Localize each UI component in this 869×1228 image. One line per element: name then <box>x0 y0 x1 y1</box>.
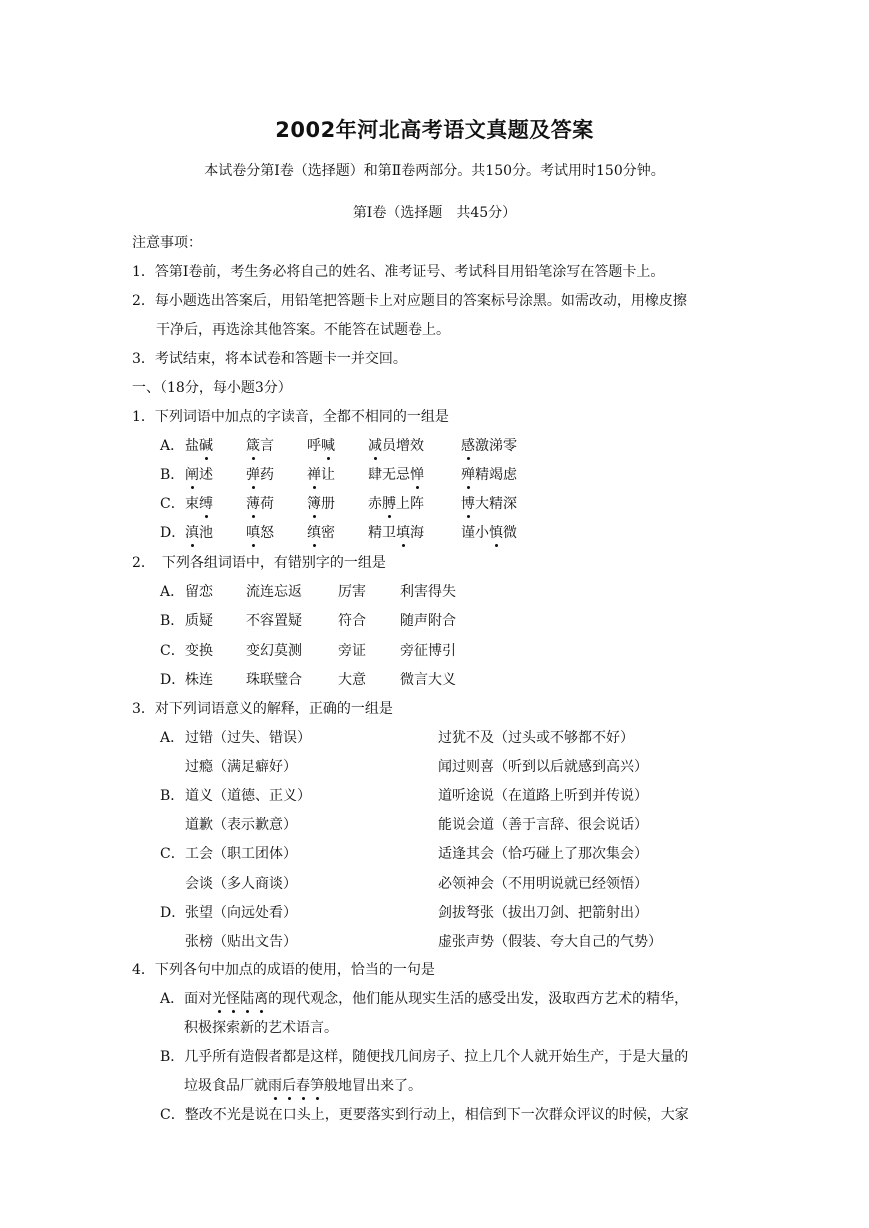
dotted-character: 禅 <box>307 467 321 483</box>
option-label: B． <box>160 788 185 805</box>
question-4-option-b-continued <box>184 1076 422 1096</box>
dotted-character: 雨 <box>268 1078 282 1094</box>
notes-heading: 注意事项： <box>132 235 202 251</box>
definition-right: 虚张声势（假装、夸大自己的气势） <box>438 933 662 950</box>
option-word <box>185 523 213 543</box>
character: 员 <box>382 438 396 454</box>
note-1: 1．答第Ⅰ卷前，考生务必将自己的姓名、准考证号、考试科目用铅笔涂写在答题卡上。 <box>132 264 665 280</box>
definition-right: 道听途说（在道路上听到并传说） <box>438 788 648 805</box>
dotted-character: 填 <box>396 525 410 541</box>
option-label: D． <box>160 904 186 921</box>
word-text <box>307 525 335 541</box>
character: 束 <box>185 496 199 512</box>
option-word <box>246 436 274 456</box>
option-word: 珠联璧合 <box>246 671 302 688</box>
option-label: A． <box>160 730 185 746</box>
option-a-suffix: 的现代观念，他们能从现实生活的感受出发，汲取西方艺术的精华， <box>268 991 689 1007</box>
character: 述 <box>199 467 213 483</box>
dotted-character: 膊 <box>382 496 396 512</box>
character: 让 <box>321 467 335 483</box>
character: 密 <box>321 525 335 541</box>
dotted-character: 离 <box>254 991 269 1007</box>
dotted-character: 博 <box>461 496 475 512</box>
word-text <box>368 438 424 454</box>
character: 效 <box>410 438 424 454</box>
dotted-character: 感 <box>461 438 475 454</box>
character: 精 <box>368 525 382 541</box>
option-word: 符合 <box>338 613 366 630</box>
word-text <box>368 467 424 483</box>
idiom-text <box>268 1078 324 1094</box>
option-word: 留恋 <box>185 584 213 600</box>
dotted-character: 薄 <box>246 496 260 512</box>
character: 上 <box>396 496 410 512</box>
dotted-character: 殚 <box>461 467 475 483</box>
option-label: B． <box>160 613 185 630</box>
option-word <box>185 436 213 456</box>
option-label: D． <box>160 671 186 688</box>
definition-right: 必领神会（不用明说就已经领悟） <box>438 875 648 892</box>
question-2-stem: 2． 下列各组词语中，有错别字的一组是 <box>132 555 386 571</box>
word-text <box>368 525 424 541</box>
option-word <box>461 523 517 543</box>
dotted-idiom-a <box>212 991 268 1007</box>
character: 无 <box>382 467 396 483</box>
option-word <box>246 465 274 485</box>
definition-left: 道义（道德、正义） <box>185 788 311 805</box>
dotted-character: 陆 <box>240 991 255 1007</box>
word-text <box>461 496 517 512</box>
character: 言 <box>260 438 274 454</box>
option-word: 随声附合 <box>400 613 456 630</box>
word-text <box>246 496 274 512</box>
dotted-character: 后 <box>282 1078 296 1094</box>
character: 竭 <box>489 467 503 483</box>
character: 阵 <box>410 496 424 512</box>
option-word: 旁证 <box>338 642 366 659</box>
option-word <box>368 436 424 456</box>
dotted-character: 减 <box>368 438 382 454</box>
word-text <box>461 525 517 541</box>
dotted-character: 春 <box>296 1078 310 1094</box>
option-word: 变换 <box>185 642 213 659</box>
definition-right: 剑拔弩张（拔出刀剑、把箭射出） <box>438 904 648 921</box>
character: 谨 <box>461 525 475 541</box>
character: 赤 <box>368 496 382 512</box>
dotted-character: 怪 <box>226 991 241 1007</box>
option-word <box>185 494 213 514</box>
option-b-suffix: 般地冒出来了。 <box>324 1078 422 1094</box>
page-title: 2002年河北高考语文真题及答案 <box>275 118 594 142</box>
character: 激 <box>475 438 489 454</box>
dotted-character: 缚 <box>199 496 213 512</box>
option-word <box>246 523 274 543</box>
character: 肆 <box>368 467 382 483</box>
word-text <box>461 438 517 454</box>
word-text <box>246 438 274 454</box>
option-a-prefix: A．面对 <box>160 991 213 1007</box>
word-text <box>307 467 335 483</box>
word-text <box>461 467 517 483</box>
word-text <box>185 467 213 483</box>
definition-right: 过犹不及（过头或不够都不好） <box>438 730 634 746</box>
option-word <box>368 523 424 543</box>
option-word <box>307 436 335 456</box>
dotted-character: 滇 <box>185 525 199 541</box>
note-3: 3．考试结束，将本试卷和答题卡一并交回。 <box>132 351 407 367</box>
option-word: 质疑 <box>185 613 213 630</box>
option-word: 利害得失 <box>400 584 456 600</box>
option-word <box>461 494 517 514</box>
word-text <box>185 438 213 454</box>
character: 荷 <box>260 496 274 512</box>
question-4-option-a <box>160 989 688 1009</box>
definition-right: 闻过则喜（听到以后就感到高兴） <box>438 759 648 776</box>
question-4-stem: 4．下列各句中加点的成语的使用，恰当的一句是 <box>132 962 435 978</box>
question-4-option-a-continued: 积极探索新的艺术语言。 <box>184 1020 338 1036</box>
option-label: A． <box>160 584 185 600</box>
definition-left: 道歉（表示歉意） <box>185 817 297 834</box>
character: 精 <box>475 467 489 483</box>
section-1-heading: 一、（18分，每小题3分） <box>132 380 292 396</box>
word-text <box>185 496 213 512</box>
option-word: 旁征博引 <box>400 642 456 659</box>
word-text <box>185 525 213 541</box>
character: 海 <box>410 525 424 541</box>
option-word: 株连 <box>185 671 213 688</box>
dotted-character: 笋 <box>310 1078 324 1094</box>
character: 药 <box>260 467 274 483</box>
character: 池 <box>199 525 213 541</box>
note-2-continued: 干净后，再选涂其他答案。不能答在试题卷上。 <box>156 322 450 338</box>
idiom-text <box>212 991 268 1007</box>
character: 大 <box>475 496 489 512</box>
part1-heading: 第Ⅰ卷（选择题 共45分） <box>352 205 517 221</box>
character: 盐 <box>185 438 199 454</box>
word-text <box>246 525 274 541</box>
option-word: 厉害 <box>338 584 366 600</box>
character: 增 <box>396 438 410 454</box>
character: 卫 <box>382 525 396 541</box>
definition-left: 工会（职工团体） <box>185 846 297 863</box>
character: 深 <box>503 496 517 512</box>
option-label: C． <box>160 496 185 512</box>
option-word <box>307 523 335 543</box>
dotted-character: 箴 <box>246 438 260 454</box>
character: 虑 <box>503 467 517 483</box>
option-b-prefix: 垃圾食品厂就 <box>184 1078 268 1094</box>
question-1-stem: 1．下列词语中加点的字读音，全都不相同的一组是 <box>132 409 449 425</box>
character: 微 <box>503 525 517 541</box>
option-word <box>461 436 517 456</box>
dotted-character: 缜 <box>307 525 321 541</box>
character: 册 <box>321 496 335 512</box>
definition-left: 张望（向远处看） <box>185 904 297 921</box>
character: 呼 <box>307 438 321 454</box>
dotted-character: 惮 <box>410 467 424 483</box>
word-text <box>307 496 335 512</box>
dotted-character: 慎 <box>489 525 503 541</box>
option-word <box>246 494 274 514</box>
definition-right: 能说会道（善于言辞、很会说话） <box>438 817 648 834</box>
character: 忌 <box>396 467 410 483</box>
character: 精 <box>489 496 503 512</box>
option-word: 变幻莫测 <box>246 642 302 659</box>
option-word: 不容置疑 <box>246 613 302 630</box>
word-text <box>246 467 274 483</box>
dotted-character: 光 <box>212 991 227 1007</box>
exam-intro: 本试卷分第Ⅰ卷（选择题）和第Ⅱ卷两部分。共150分。考试用时150分钟。 <box>204 163 665 179</box>
dotted-character: 阐 <box>185 467 199 483</box>
character: 怒 <box>260 525 274 541</box>
option-word <box>461 465 517 485</box>
definition-left: 过错（过失、错误） <box>185 730 311 746</box>
option-label: A． <box>160 438 185 454</box>
option-word <box>185 465 213 485</box>
dotted-character: 簿 <box>307 496 321 512</box>
definition-left: 张榜（贴出文告） <box>185 933 297 950</box>
option-label: D． <box>160 525 186 541</box>
dotted-character: 碱 <box>199 438 213 454</box>
definition-left: 过瘾（满足癖好） <box>185 759 297 776</box>
option-word: 流连忘返 <box>246 584 302 600</box>
note-2: 2．每小题选出答案后，用铅笔把答题卡上对应题目的答案标号涂黑。如需改动，用橡皮擦 <box>132 293 687 309</box>
option-label: C． <box>160 846 185 863</box>
option-word <box>368 465 424 485</box>
word-text <box>307 438 335 454</box>
character: 涕 <box>489 438 503 454</box>
option-word <box>307 465 335 485</box>
character: 零 <box>503 438 517 454</box>
definition-left: 会谈（多人商谈） <box>185 875 297 892</box>
question-4-option-b: B．几乎所有造假者都是这样，随便找几间房子、拉上几个人就开始生产，于是大量的 <box>160 1049 689 1065</box>
question-3-stem: 3．对下列词语意义的解释，正确的一组是 <box>132 701 393 717</box>
dotted-character: 喊 <box>321 438 335 454</box>
option-word <box>307 494 335 514</box>
word-text <box>368 496 424 512</box>
option-word <box>368 494 424 514</box>
character: 小 <box>475 525 489 541</box>
dotted-idiom-b <box>268 1078 324 1094</box>
option-word: 微言大义 <box>400 671 456 688</box>
dotted-character: 弹 <box>246 467 260 483</box>
dotted-character: 嗔 <box>246 525 260 541</box>
option-label: B． <box>160 467 185 483</box>
definition-right: 适逢其会（恰巧碰上了那次集会） <box>438 846 648 863</box>
question-4-option-c: C．整改不光是说在口头上，更要落实到行动上，相信到下一次群众评议的时候，大家 <box>160 1107 689 1123</box>
option-label: C． <box>160 642 185 659</box>
option-word: 大意 <box>338 671 366 688</box>
